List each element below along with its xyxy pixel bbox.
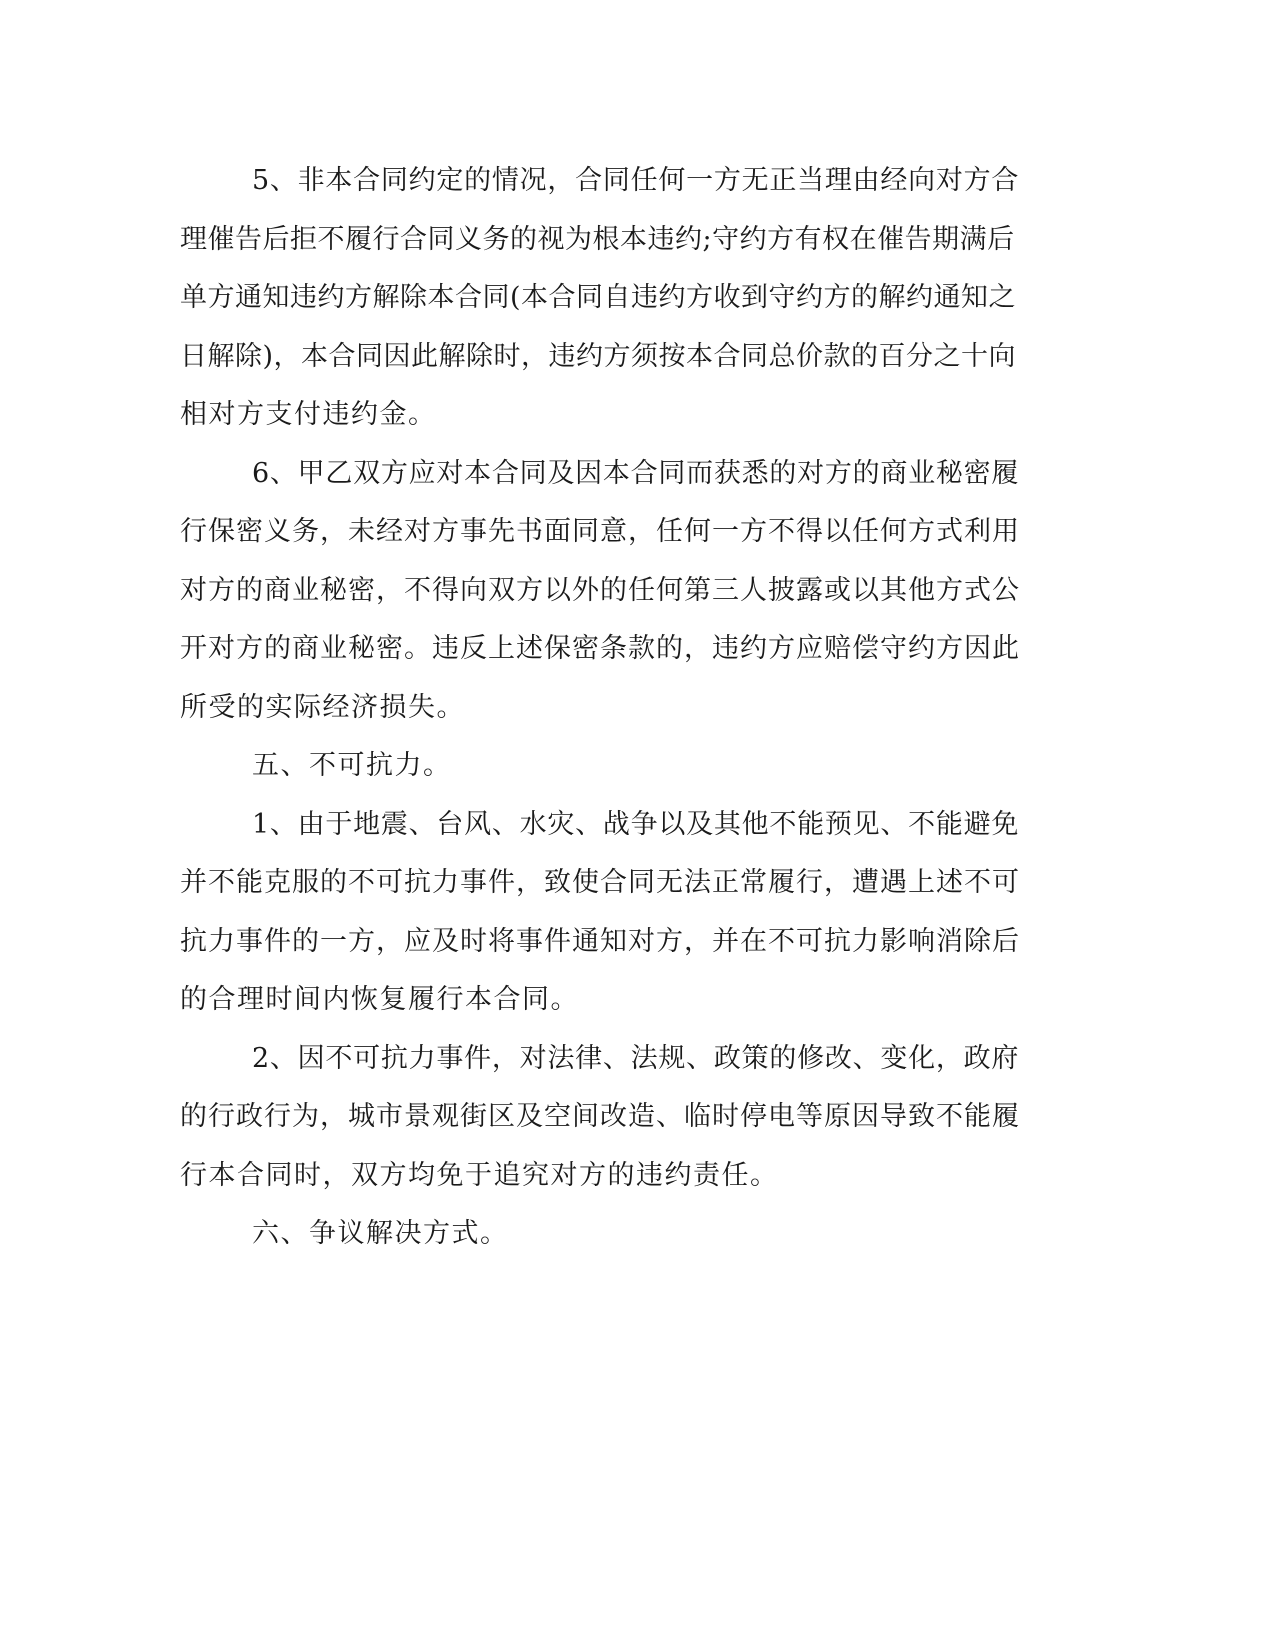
text-line: 相对方支付违约金。	[180, 399, 437, 430]
section-heading: 五、不可抗力。	[252, 750, 452, 781]
text-line: 所受的实际经济损失。	[180, 691, 465, 723]
document-body	[180, 152, 1020, 1264]
paragraph-force-majeure-events	[180, 796, 1020, 1030]
text-line: 1、由于地震、台风、水灾、战争以及其他不能预见、不能避免	[252, 808, 1020, 840]
text-line: 2、因不可抗力事件，对法律、法规、政策的修改、变化，政府	[252, 1042, 1020, 1074]
text-line: 行保密义务，未经对方事先书面同意，任何一方不得以任何方式利用	[180, 516, 1020, 547]
text-line: 的行政行为，城市景观街区及空间改造、临时停电等原因导致不能履	[180, 1101, 1020, 1132]
heading-force-majeure	[180, 737, 1020, 796]
text-line: 日解除)，本合同因此解除时，违约方须按本合同总价款的百分之十向	[180, 340, 1017, 372]
paragraph-confidentiality	[180, 445, 1020, 738]
text-line: 5、非本合同约定的情况，合同任何一方无正当理由经向对方合	[252, 165, 1020, 196]
text-line: 行本合同时，双方均免于追究对方的违约责任。	[180, 1159, 779, 1191]
text-line: 开对方的商业秘密。违反上述保密条款的，违约方应赔偿守约方因此	[180, 633, 1020, 664]
text-line: 单方通知违约方解除本合同(本合同自违约方收到守约方的解约通知之	[180, 282, 1017, 313]
text-line: 对方的商业秘密，不得向双方以外的任何第三人披露或以其他方式公	[180, 574, 1020, 606]
section-heading: 六、争议解决方式。	[252, 1218, 509, 1249]
text-line: 并不能克服的不可抗力事件，致使合同无法正常履行，遭遇上述不可	[180, 867, 1020, 898]
paragraph-exemption	[180, 1030, 1020, 1206]
text-line: 抗力事件的一方，应及时将事件通知对方，并在不可抗力影响消除后	[180, 925, 1020, 957]
text-line: 的合理时间内恢复履行本合同。	[180, 984, 579, 1015]
text-line: 理催告后拒不履行合同义务的视为根本违约;守约方有权在催告期满后	[180, 223, 1015, 255]
text-line: 6、甲乙双方应对本合同及因本合同而获悉的对方的商业秘密履	[252, 457, 1020, 489]
paragraph-breach-termination	[180, 152, 1020, 445]
heading-dispute-resolution	[180, 1205, 1020, 1264]
